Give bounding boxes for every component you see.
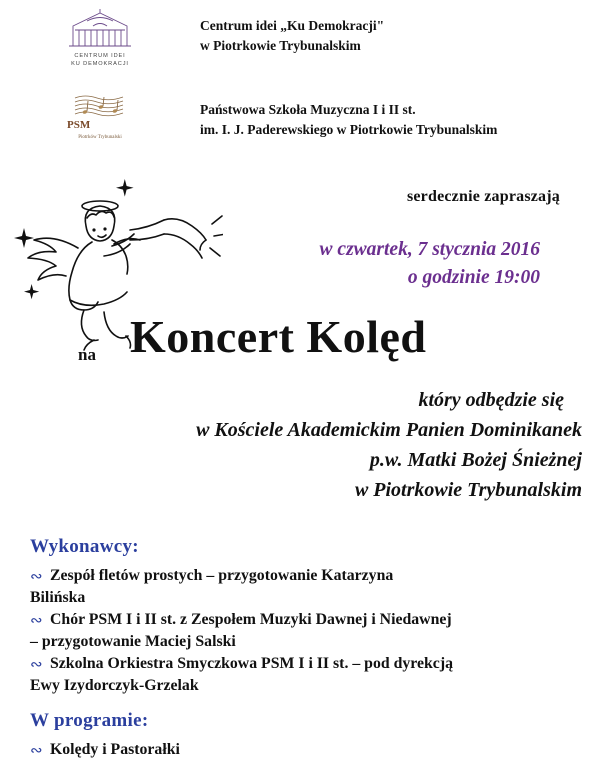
organisation-block-1 <box>40 8 384 69</box>
location-line-2: w Kościele Akademickim Panien Dominikanek <box>196 419 582 441</box>
performer-item-3-line-2: Ewy Izydorczyk-Grzelak <box>30 676 199 694</box>
page-title: Koncert Kolęd <box>130 311 427 362</box>
swirl-bullet-icon: ∾ <box>30 656 43 673</box>
list-item <box>30 740 580 761</box>
organisation-2-text <box>200 92 497 139</box>
performers-section <box>30 536 580 697</box>
logo-caption-line-2: KU DEMOKRACJI <box>71 61 129 68</box>
swirl-bullet-icon: ∾ <box>30 612 43 629</box>
program-heading: W programie: <box>30 710 149 731</box>
organisation-2-line-1: Państwowa Szkoła Muzyczna I i II st. <box>200 102 416 117</box>
logo-caption-line-1: CENTRUM IDEI <box>74 53 126 59</box>
centrum-idei-logo-icon <box>63 8 137 50</box>
list-item <box>30 654 580 675</box>
performers-heading: Wykonawcy: <box>30 536 139 557</box>
centrum-idei-logo <box>40 8 160 69</box>
centrum-idei-logo-caption <box>71 52 129 69</box>
organisation-1-line-2: w Piotrkowie Trybunalskim <box>200 37 361 53</box>
psm-logo-caption-text: Piotrków Trybunalski <box>78 135 122 140</box>
performer-item-1-line-1 <box>50 566 580 587</box>
svg-text:PSM: PSM <box>67 119 91 131</box>
organisation-1-text <box>200 8 384 55</box>
performer-text: Zespół fletów prostych – przygotowanie Katarzyna <box>50 567 394 584</box>
list-item <box>30 566 580 587</box>
date-line-1: w czwartek, 7 stycznia 2016 <box>319 239 540 260</box>
list-item <box>30 610 580 631</box>
swirl-bullet-icon: ∾ <box>30 743 43 759</box>
invitation-line: serdecznie zapraszają <box>406 188 560 205</box>
na-word: na <box>78 345 96 364</box>
date-block <box>0 236 540 293</box>
location-line-3: p.w. Matki Bożej Śnieżnej <box>369 449 582 471</box>
performer-item-2-line-2: – przygotowanie Maciej Salski <box>30 633 236 651</box>
organisation-1-line-1: Centrum idei „Ku Demokracji" <box>200 18 385 33</box>
psm-logo-icon <box>45 92 155 134</box>
organisation-2-line-2: im. I. J. Paderewskiego w Piotrkowie Trybunalskim <box>200 121 498 137</box>
swirl-bullet-icon: ∾ <box>30 569 43 585</box>
performer-item-1-line-2: Bilińska <box>30 589 86 607</box>
location-line-4: w Piotrkowie Trybunalskim <box>354 479 582 501</box>
psm-logo <box>40 92 160 140</box>
program-section <box>30 710 580 762</box>
program-item-1: Kolędy i Pastorałki <box>50 741 180 758</box>
performer-item-3-line-1: Szkolna Orkiestra Smyczkowa PSM I i II st. – pod dyrekcją <box>50 654 453 672</box>
performer-item-2-line-1: Chór PSM I i II st. z Zespołem Muzyki Dawnej i Niedawnej <box>50 610 452 628</box>
organisation-block-2 <box>40 92 497 140</box>
psm-logo-caption <box>78 135 121 140</box>
date-line-2: o godzinie 19:00 <box>407 267 540 289</box>
location-line-1: który odbędzie się <box>418 389 564 411</box>
location-block <box>0 385 582 505</box>
